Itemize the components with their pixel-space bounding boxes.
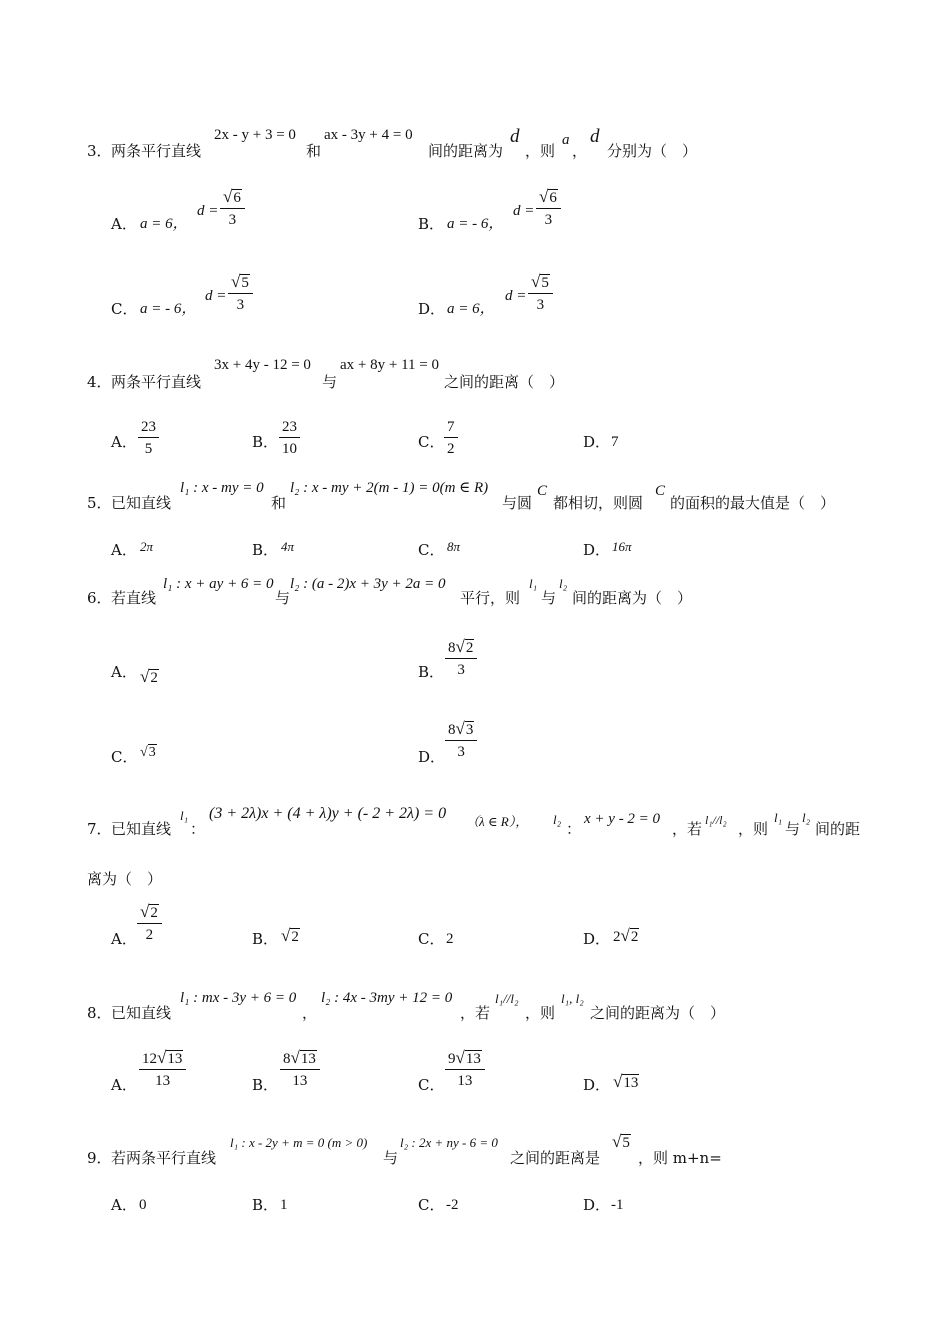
- option-label: C．: [418, 541, 445, 559]
- option-value: 0: [139, 1197, 147, 1213]
- question-number: 4．: [87, 373, 112, 391]
- parallel-condition: l₁//l₂: [495, 991, 519, 1006]
- line-l2: l₂: [559, 576, 568, 591]
- sqrt-value: √3: [140, 745, 156, 760]
- conjunction-text: 与: [383, 1149, 399, 1167]
- option-label: A．: [111, 215, 137, 233]
- conjunction-text: 与: [785, 820, 801, 838]
- line-l2: l₂: [802, 810, 811, 825]
- parallel-condition: l₁//l₂: [705, 813, 727, 827]
- question-stem-text: ，则: [525, 142, 556, 160]
- equation-line2: l₂ : 2x + ny - 6 = 0: [400, 1135, 498, 1150]
- option-label: B．: [252, 930, 279, 948]
- sqrt-value: 2√2: [613, 926, 639, 945]
- option-value: 2: [446, 931, 454, 947]
- conjunction-text: 与: [322, 373, 338, 391]
- option-label: A．: [111, 663, 137, 681]
- question-stem-text: 分别为（ ）: [607, 142, 698, 160]
- question-stem-text: 两条平行直线: [111, 142, 202, 160]
- option-label: B．: [418, 215, 445, 233]
- variable-a: a: [562, 132, 570, 148]
- question-stem-text: ，则: [738, 820, 769, 838]
- option-label: A．: [111, 433, 137, 451]
- variable-c: C: [655, 483, 666, 499]
- option-label: D．: [583, 1196, 611, 1214]
- variable-c: C: [537, 483, 548, 499]
- question-stem-text: ，若: [460, 1004, 491, 1022]
- variable-d: d: [590, 126, 600, 147]
- option-value: 7: [611, 434, 619, 450]
- equation-line1: l₁ : x - 2y + m = 0 (m > 0): [230, 1135, 368, 1150]
- sqrt-value: √13: [613, 1072, 639, 1091]
- option-label: A．: [111, 1196, 137, 1214]
- option-label: A．: [111, 1076, 137, 1094]
- option-a-value: a = - 6，: [140, 301, 197, 317]
- line-l1: l₁: [529, 576, 538, 591]
- question-stem-text: 的面积的最大值是（ ）: [670, 494, 836, 512]
- equation-line1: l₁ : x - my = 0: [180, 480, 264, 496]
- question-stem-text: 间的距离为（ ）: [572, 589, 693, 607]
- question-number: 6．: [87, 589, 112, 607]
- question-stem-text: 已知直线: [111, 494, 172, 512]
- conjunction-text: 与: [541, 589, 557, 607]
- question-stem-text: ：: [566, 820, 582, 838]
- option-label: B．: [252, 1196, 279, 1214]
- line-pair: l₁, l₂: [561, 991, 584, 1006]
- line-l1: l₁: [180, 808, 189, 823]
- sqrt-value: √2: [140, 667, 158, 686]
- conjunction-text: 和: [271, 494, 287, 512]
- sqrt-value: √5: [612, 1132, 630, 1151]
- equation-line2: ax - 3y + 4 = 0: [324, 127, 413, 143]
- question-stem-text: 间的距: [815, 820, 861, 838]
- fraction: $\frac{23}{10}$: [279, 418, 300, 458]
- option-a-value: a = 6，: [140, 216, 188, 232]
- question-stem-text: 已知直线: [111, 820, 172, 838]
- sqrt-fraction: $\frac{8√13}{13}$: [280, 1049, 320, 1090]
- option-label: D．: [583, 930, 611, 948]
- question-stem-text: 若直线: [111, 589, 157, 607]
- question-stem-text: 离为（ ）: [87, 870, 163, 888]
- question-stem-text: ，: [302, 1004, 318, 1022]
- fraction: $\frac{7}{2}$: [444, 418, 458, 458]
- question-stem-text: 都相切，则圆: [553, 494, 644, 512]
- option-value: 1: [280, 1197, 288, 1213]
- question-number: 8．: [87, 1004, 112, 1022]
- question-stem-text: 间的距离为: [428, 142, 504, 160]
- option-label: C．: [418, 433, 445, 451]
- option-label: B．: [252, 541, 279, 559]
- question-number: 3．: [87, 142, 112, 160]
- question-stem-text: 若两条平行直线: [111, 1149, 217, 1167]
- option-a-value: a = 6，: [447, 301, 495, 317]
- fraction: $\frac{23}{5}$: [138, 418, 159, 458]
- parameter-condition: （λ ∈ R），: [466, 814, 529, 829]
- distance-lhs: d =: [205, 288, 227, 304]
- option-label: B．: [418, 663, 445, 681]
- equation-line2: l₂ : 4x - 3my + 12 = 0: [321, 990, 453, 1006]
- sqrt-fraction: $\frac{√6}{3}$: [220, 188, 245, 229]
- sqrt-fraction: $\frac{8√3}{3}$: [445, 720, 477, 761]
- sqrt-fraction: $\frac{√6}{3}$: [536, 188, 561, 229]
- equation-line2: l₂ : (a - 2)x + 3y + 2a = 0: [290, 576, 446, 592]
- option-label: D．: [583, 1076, 611, 1094]
- option-value: 4π: [281, 539, 295, 554]
- option-value: 8π: [447, 539, 461, 554]
- option-label: B．: [252, 1076, 279, 1094]
- question-stem-text: ：: [190, 820, 206, 838]
- option-label: C．: [418, 1196, 445, 1214]
- sqrt-fraction: $\frac{√2}{2}$: [137, 903, 162, 944]
- option-label: A．: [111, 930, 137, 948]
- equation-line2: ax + 8y + 11 = 0: [340, 357, 439, 373]
- option-label: D．: [583, 433, 611, 451]
- option-label: D．: [583, 541, 611, 559]
- conjunction-text: 和: [306, 142, 322, 160]
- sqrt-fraction: $\frac{√5}{3}$: [528, 273, 553, 314]
- question-stem-text: 已知直线: [111, 1004, 172, 1022]
- option-label: D．: [418, 748, 446, 766]
- equation-line1: 2x - y + 3 = 0: [214, 127, 296, 143]
- option-label: A．: [111, 541, 137, 559]
- option-label: C．: [418, 930, 445, 948]
- option-value: -1: [611, 1197, 624, 1213]
- option-a-value: a = - 6，: [447, 216, 504, 232]
- sqrt-fraction: $\frac{12√13}{13}$: [139, 1049, 186, 1090]
- option-value: 2π: [140, 539, 154, 554]
- distance-lhs: d =: [505, 288, 527, 304]
- equation-line2: x + y - 2 = 0: [584, 811, 661, 827]
- equation-line1: (3 + 2λ)x + (4 + λ)y + (- 2 + 2λ) = 0: [209, 805, 447, 822]
- question-stem-text: 之间的距离为（ ）: [590, 1004, 726, 1022]
- question-number: 9．: [87, 1149, 112, 1167]
- question-stem-text: 平行，则: [460, 589, 521, 607]
- question-number: 7．: [87, 820, 112, 838]
- question-stem-text: 之间的距离是: [510, 1149, 601, 1167]
- sqrt-fraction: $\frac{9√13}{13}$: [445, 1049, 485, 1090]
- question-stem-text: 之间的距离（ ）: [444, 373, 565, 391]
- option-label: C．: [111, 300, 138, 318]
- distance-lhs: d =: [197, 203, 219, 219]
- sqrt-fraction: $\frac{√5}{3}$: [228, 273, 253, 314]
- question-stem-text: ，则 m+n=: [638, 1149, 722, 1167]
- equation-line2: l₂ : x - my + 2(m - 1) = 0(m ∈ R): [290, 480, 489, 496]
- variable-d: d: [510, 126, 520, 147]
- question-stem-text: ，若: [672, 820, 703, 838]
- equation-line1: 3x + 4y - 12 = 0: [214, 357, 311, 373]
- distance-lhs: d =: [513, 203, 535, 219]
- question-stem-text: ，则: [525, 1004, 556, 1022]
- option-value: -2: [446, 1197, 459, 1213]
- equation-line1: l₁ : mx - 3y + 6 = 0: [180, 990, 297, 1006]
- sqrt-value: √2: [281, 926, 299, 945]
- option-label: C．: [418, 1076, 445, 1094]
- conjunction-text: 与: [275, 589, 291, 607]
- equation-line1: l₁ : x + ay + 6 = 0: [163, 576, 274, 592]
- option-label: D．: [418, 300, 446, 318]
- option-value: 16π: [612, 539, 632, 554]
- question-number: 5．: [87, 494, 112, 512]
- question-stem-text: 两条平行直线: [111, 373, 202, 391]
- option-label: C．: [111, 748, 138, 766]
- question-stem-text: ，: [572, 142, 588, 160]
- question-stem-text: 与圆: [502, 494, 533, 512]
- line-l2: l₂: [553, 812, 562, 827]
- sqrt-fraction: $\frac{8√2}{3}$: [445, 638, 477, 679]
- option-label: B．: [252, 433, 279, 451]
- line-l1: l₁: [774, 810, 783, 825]
